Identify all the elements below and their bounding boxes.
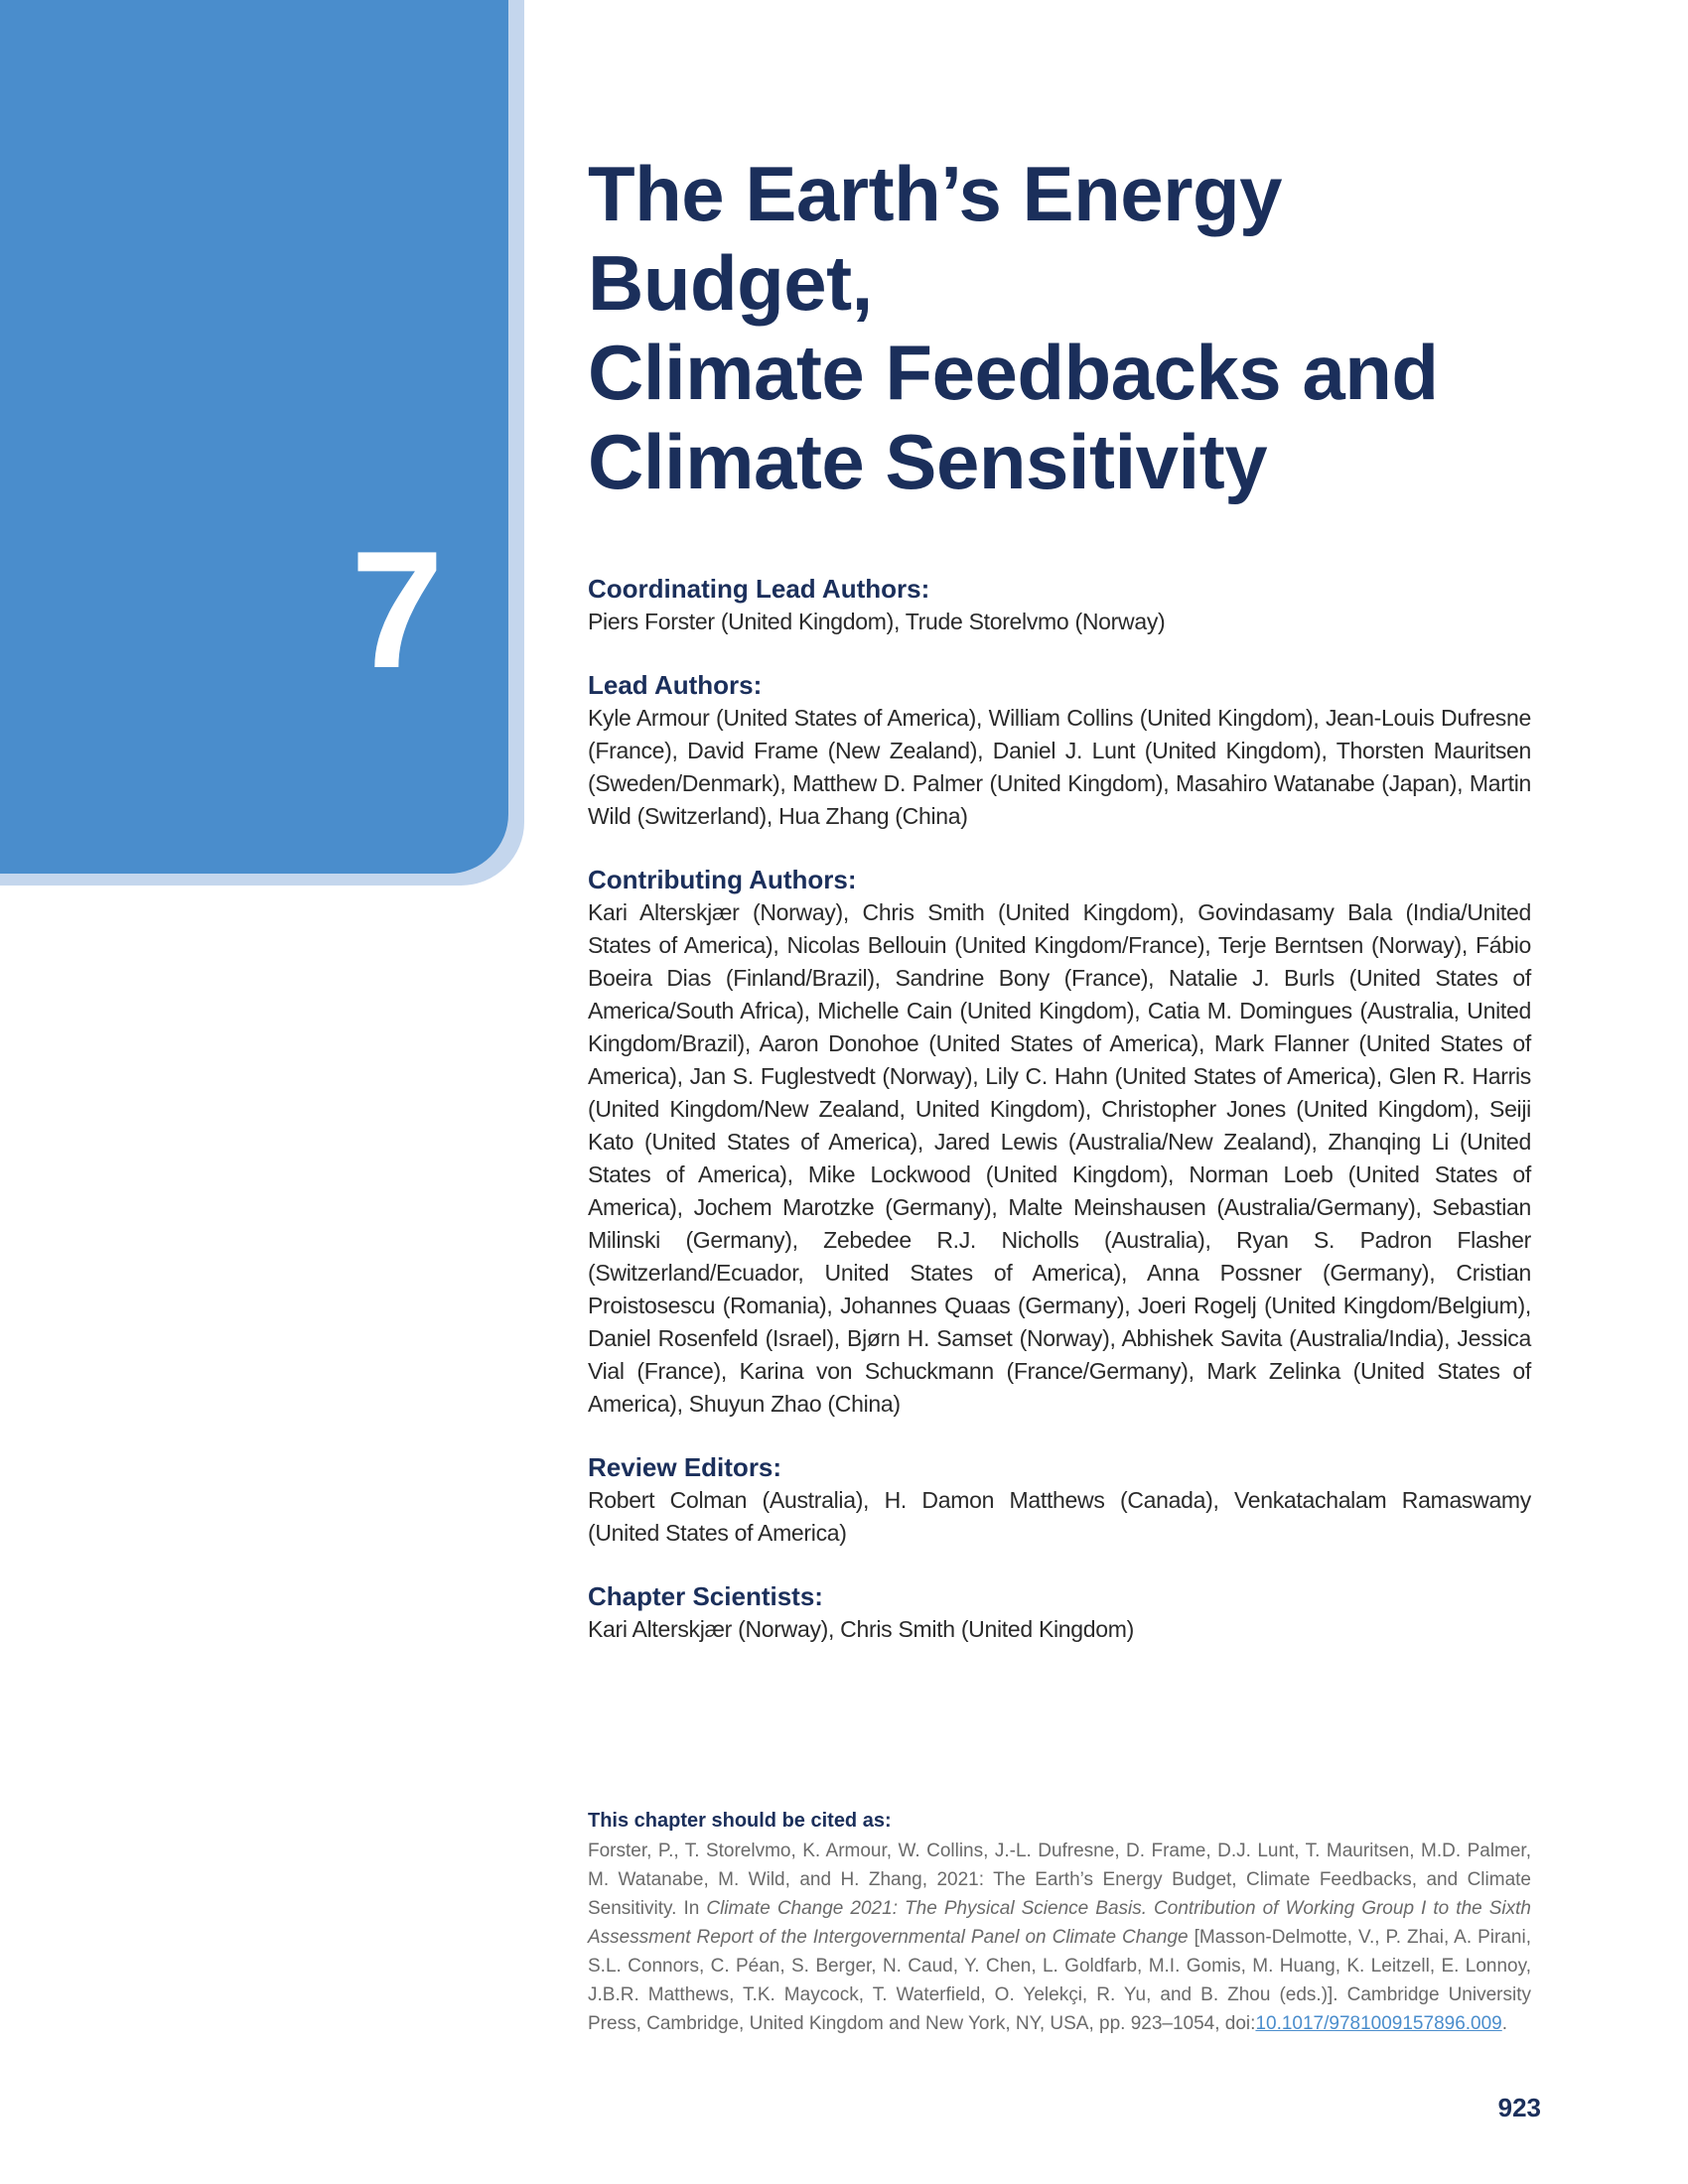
- page-number: 923: [1497, 2093, 1541, 2122]
- coordinating-lead-authors-section: [588, 572, 1531, 638]
- section-text: Robert Colman (Australia), H. Damon Matthews (Canada), Venkatachalam Ramaswamy (United States of America): [588, 1487, 1531, 1546]
- citation-block: [588, 1807, 1531, 2038]
- section-text: Piers Forster (United Kingdom), Trude Storelvmo (Norway): [588, 609, 1166, 634]
- section-text: Kari Alterskjær (Norway), Chris Smith (United Kingdom): [588, 1616, 1134, 1642]
- author-list: [588, 572, 1531, 1676]
- citation-part: Forster, P., T. Storelvmo, K. Armour, W. Collins, J.-L. Dufresne, D. Frame, D.J. Lunt, T. Mauritsen, M.D. Palmer, M. Watanabe, M. Wild, and H. Zhang, 2021: The Earth’s Energy Budget, Climate Feedbacks, and Climate Sensitivity. In: [588, 1841, 1531, 1919]
- section-heading: Review Editors:: [588, 1452, 782, 1482]
- chapter-number: 7: [351, 516, 444, 703]
- citation-end: .: [1501, 2013, 1508, 2034]
- lead-authors-section: [588, 668, 1531, 833]
- chapter-title-line: Climate Feedbacks and: [588, 329, 1439, 416]
- citation-heading: This chapter should be cited as:: [588, 1810, 892, 1832]
- chapter-title-line: The Earth’s Energy Budget,: [588, 150, 1282, 327]
- section-heading: Coordinating Lead Authors:: [588, 574, 930, 604]
- chapter-tab-block: [0, 0, 524, 886]
- section-text: Kyle Armour (United States of America), William Collins (United Kingdom), Jean-Louis Dufresne (France), David Frame (New Zealand), Daniel J. Lunt (United Kingdom), Thorsten Mauritsen (Sweden/Denmark), Matthew D. Palmer (United Kingdom), Masahiro Watanabe (Japan), Martin Wild (Switzerland), Hua Zhang (China): [588, 705, 1531, 829]
- citation-book-title: Climate Change 2021: The Physical Science Basis. Contribution of Working Group I to the Sixth Assessment Report of the Intergovernmental Panel on Climate Change: [588, 1898, 1531, 1948]
- contributing-authors-section: [588, 863, 1531, 1421]
- section-heading: Chapter Scientists:: [588, 1581, 823, 1611]
- section-heading: Contributing Authors:: [588, 865, 857, 894]
- citation-text: [588, 1837, 1531, 2038]
- chapter-scientists-section: [588, 1579, 1531, 1646]
- doi-link[interactable]: 10.1017/9781009157896.009: [1255, 2013, 1502, 2034]
- review-editors-section: [588, 1450, 1531, 1550]
- section-heading: Lead Authors:: [588, 670, 763, 700]
- citation-part: [Masson-Delmotte, V., P. Zhai, A. Pirani, S.L. Connors, C. Péan, S. Berger, N. Caud, Y. Chen, L. Goldfarb, M.I. Gomis, M. Huang, K. Leitzell, E. Lonnoy, J.B.R. Matthews, T.K. Maycock, T. Waterfield, O. Yelekçi, R. Yu, and B. Zhou (eds.)]. Cambridge University Press, Cambridge, United Kingdom and New York, NY, USA, pp. 923–1054, doi:: [588, 1927, 1531, 2034]
- chapter-tab-inner: [0, 0, 508, 874]
- chapter-title: [588, 149, 1581, 506]
- section-text: Kari Alterskjær (Norway), Chris Smith (United Kingdom), Govindasamy Bala (India/United States of America), Nicolas Bellouin (United Kingdom/France), Terje Berntsen (Norway), Fábio Boeira Dias (Finland/Brazil), Sandrine Bony (France), Natalie J. Burls (United States of America/South Africa), Michelle Cain (United Kingdom), Catia M. Domingues (Australia, United Kingdom/Brazil), Aaron Donohoe (United States of America), Mark Flanner (United States of America), Jan S. Fuglestvedt (Norway), Lily C. Hahn (United States of America), Glen R. Harris (United Kingdom/New Zealand, United Kingdom), Christopher Jones (United Kingdom), Seiji Kato (United States of America), Jared Lewis (Australia/New Zealand), Zhanqing Li (United States of America), Mike Lockwood (United Kingdom), Norman Loeb (United States of America), Jochem Marotzke (Germany), Malte Meinshausen (Australia/Germany), Sebastian Milinski (Germany), Zebedee R.J. Nicholls (Australia), Ryan S. Padron Flasher (Switzerland/Ecuador, United States of America), Anna Possner (Germany), Cristian Proistosescu (Romania), Johannes Quaas (Germany), Joeri Rogelj (United Kingdom/Belgium), Daniel Rosenfeld (Israel), Bjørn H. Samset (Norway), Abhishek Savita (Australia/India), Jessica Vial (France), Karina von Schuckmann (France/Germany), Mark Zelinka (United States of America), Shuyun Zhao (China): [588, 899, 1531, 1417]
- chapter-title-line: Climate Sensitivity: [588, 418, 1268, 505]
